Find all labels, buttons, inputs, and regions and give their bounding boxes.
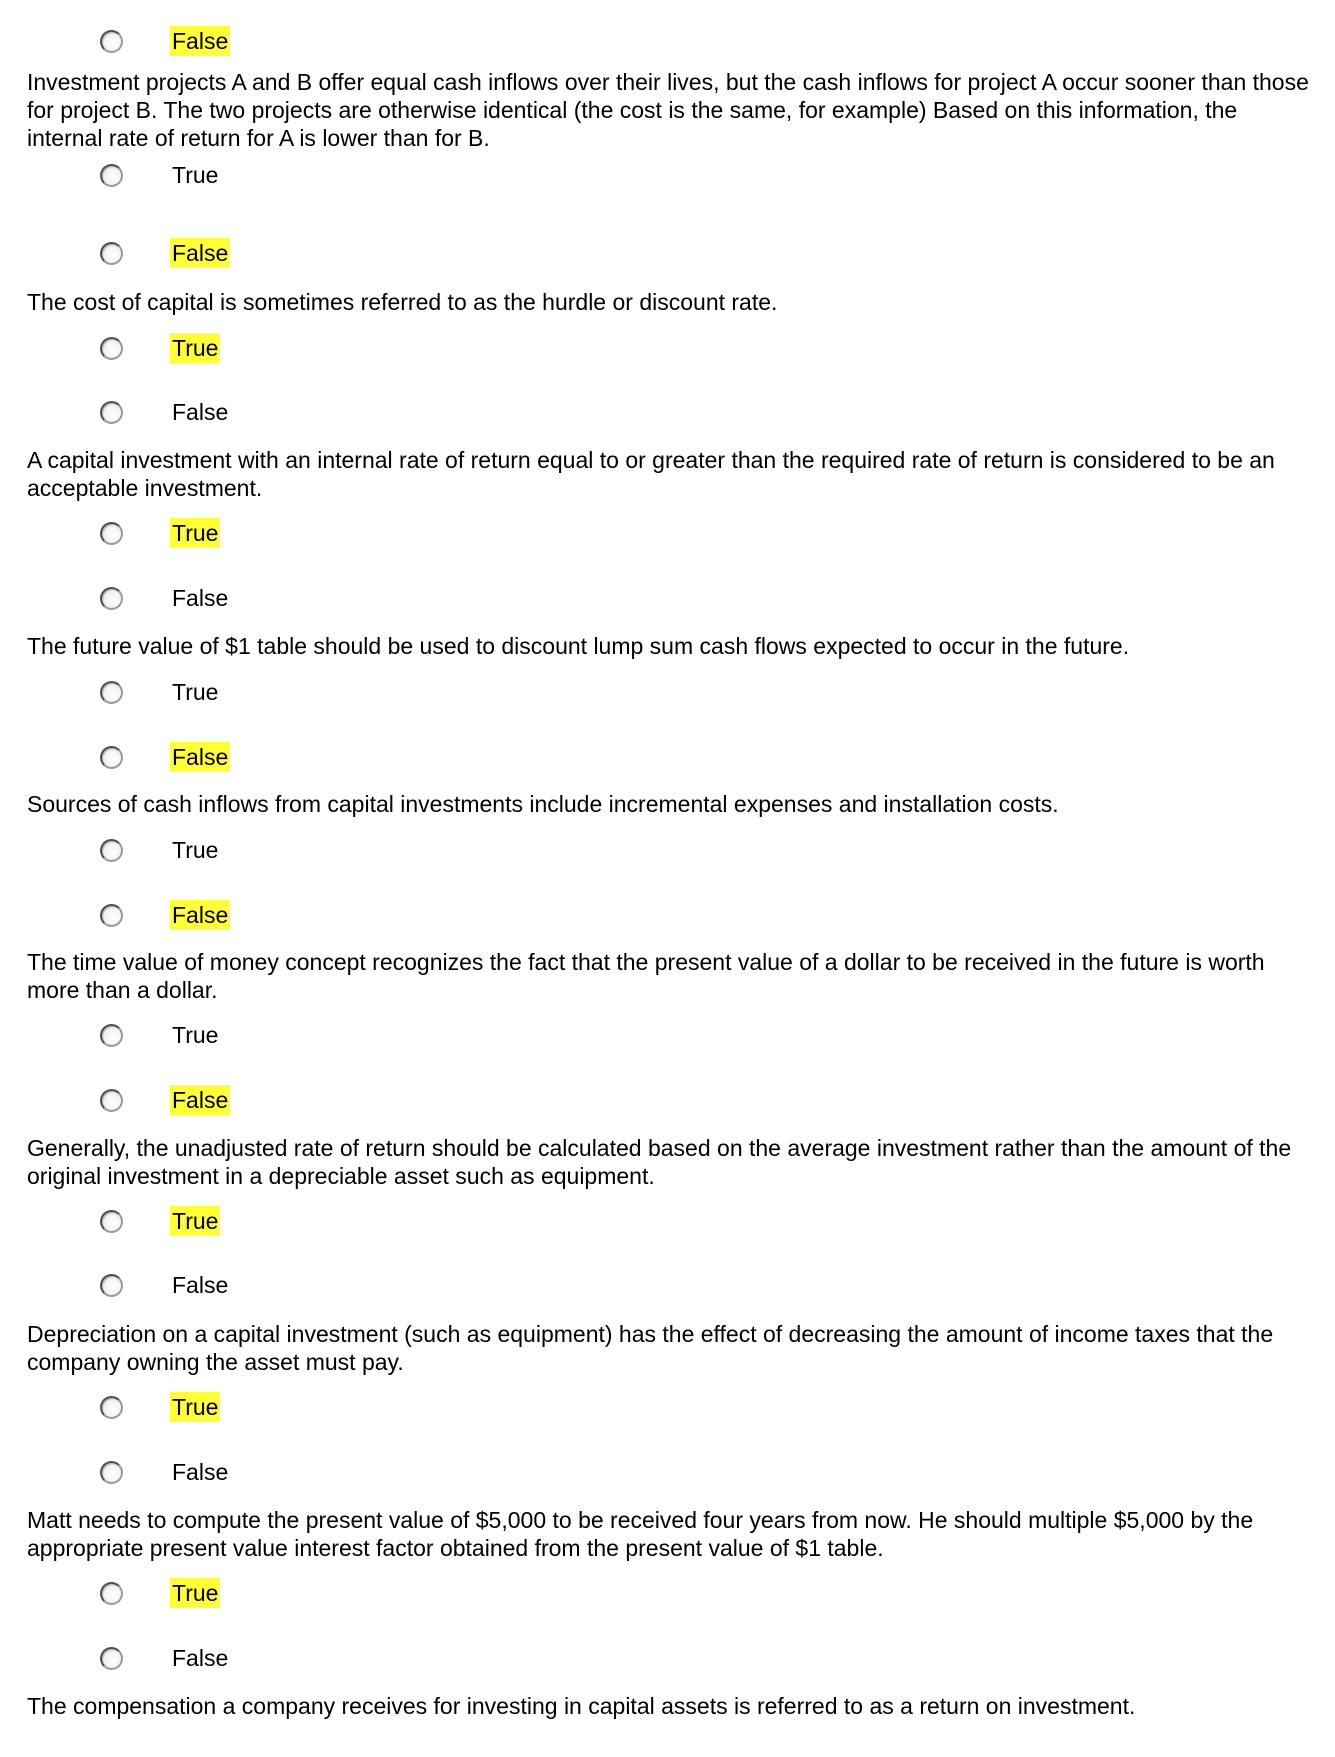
option-label: False (172, 1087, 229, 1113)
question-text: A capital investment with an internal rate of return equal to or greater than the required rate of return is considered to be an acceptable investment. (27, 447, 1275, 501)
answer-option-true[interactable] (100, 1390, 220, 1424)
answer-option-false[interactable] (100, 1268, 230, 1302)
radio-button-icon[interactable] (100, 401, 123, 424)
question-text: The future value of $1 table should be used to discount lump sum cash flows expected to occur in the future. (27, 633, 1130, 659)
answer-option-true[interactable] (100, 1204, 220, 1238)
option-label: True (172, 1394, 219, 1420)
radio-button-icon[interactable] (100, 1210, 123, 1233)
radio-button-icon[interactable] (100, 337, 123, 360)
answer-option-false[interactable] (100, 1641, 230, 1675)
radio-button-icon[interactable] (100, 242, 123, 265)
option-label: False (172, 1272, 229, 1298)
radio-button-icon[interactable] (100, 1274, 123, 1297)
option-label: True (172, 679, 219, 705)
answer-option-false[interactable] (100, 581, 230, 615)
question-text: Matt needs to compute the present value of $5,000 to be received four years from now. He should multiple $5,000 by the appropriate present value interest factor obtained from the present value of $1 table. (27, 1507, 1254, 1561)
answer-option-false[interactable] (100, 236, 230, 270)
answer-option-false[interactable] (100, 395, 230, 429)
question-text: Sources of cash inflows from capital investments include incremental expenses and installation costs. (27, 791, 1059, 817)
radio-button-icon[interactable] (100, 746, 123, 769)
answer-option-true[interactable] (100, 158, 220, 192)
question-text: The cost of capital is sometimes referred to as the hurdle or discount rate. (27, 289, 778, 315)
option-label: True (172, 837, 219, 863)
option-label: False (172, 902, 229, 928)
answer-option-false[interactable] (100, 1455, 230, 1489)
option-label: False (172, 1645, 229, 1671)
answer-option-true[interactable] (100, 1018, 220, 1052)
radio-button-icon[interactable] (100, 587, 123, 610)
answer-option-true[interactable] (100, 331, 220, 365)
answer-option-true[interactable] (100, 1576, 220, 1610)
option-label: False (172, 585, 229, 611)
radio-button-icon[interactable] (100, 904, 123, 927)
option-label: False (172, 28, 229, 54)
option-label: False (172, 399, 229, 425)
answer-option-false[interactable] (100, 740, 230, 774)
option-label: False (172, 1459, 229, 1485)
option-label: True (172, 1208, 219, 1234)
radio-button-icon[interactable] (100, 1024, 123, 1047)
option-label: True (172, 335, 219, 361)
option-label: True (172, 1022, 219, 1048)
radio-button-icon[interactable] (100, 681, 123, 704)
answer-option-false[interactable] (100, 1083, 230, 1117)
option-label: True (172, 162, 219, 188)
radio-button-icon[interactable] (100, 164, 123, 187)
question-text: The time value of money concept recognizes the fact that the present value of a dollar to be received in the future is worth more than a dollar. (27, 949, 1265, 1003)
question-text: Generally, the unadjusted rate of return should be calculated based on the average investment rather than the amount of the original investment in a depreciable asset such as equipment. (27, 1135, 1292, 1189)
answer-option-true[interactable] (100, 675, 220, 709)
radio-button-icon[interactable] (100, 1396, 123, 1419)
radio-button-icon[interactable] (100, 1582, 123, 1605)
option-label: False (172, 240, 229, 266)
radio-button-icon[interactable] (100, 1647, 123, 1670)
radio-button-icon[interactable] (100, 30, 123, 53)
option-label: False (172, 744, 229, 770)
radio-button-icon[interactable] (100, 839, 123, 862)
radio-button-icon[interactable] (100, 522, 123, 545)
radio-button-icon[interactable] (100, 1461, 123, 1484)
option-label: True (172, 1580, 219, 1606)
question-text: Depreciation on a capital investment (such as equipment) has the effect of decreasing the amount of income taxes that the company owning the asset must pay. (27, 1321, 1274, 1375)
option-label: True (172, 520, 219, 546)
answer-option-false[interactable] (100, 898, 230, 932)
question-text: Investment projects A and B offer equal cash inflows over their lives, but the cash inflows for project A occur sooner than those for project B. The two projects are otherwise identical (the cost is the same, for example) Based on this information, the internal rate of return for A is lower than for B. (27, 69, 1309, 151)
question-text: The compensation a company receives for investing in capital assets is referred to as a return on investment. (27, 1693, 1136, 1719)
answer-option-true[interactable] (100, 516, 220, 550)
answer-option-false[interactable] (100, 24, 230, 58)
radio-button-icon[interactable] (100, 1089, 123, 1112)
answer-option-true[interactable] (100, 833, 220, 867)
